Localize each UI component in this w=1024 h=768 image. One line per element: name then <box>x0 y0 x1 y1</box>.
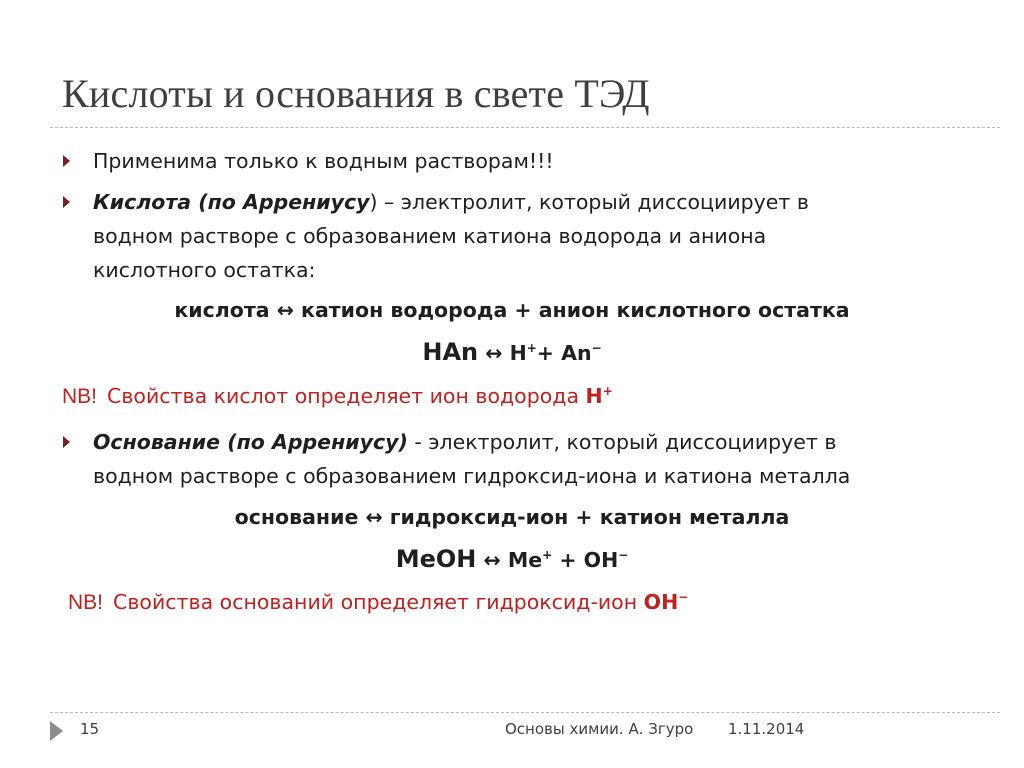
hydroxide-ion: + OH <box>552 548 619 572</box>
bullet-acid-definition <box>93 185 973 287</box>
arrow: ↔ <box>476 548 508 572</box>
charge: + <box>542 548 553 562</box>
anion: + An <box>536 341 592 365</box>
acid-term: Кислота (по Аррениусу <box>93 190 370 214</box>
base-formula: MeOH <box>395 545 477 573</box>
nb-ion: OH <box>643 590 679 614</box>
nb-ion: H <box>585 384 603 408</box>
nb-mark: NB! <box>68 591 104 614</box>
bullet-text: Применима только к водным растворам!!! <box>93 149 554 173</box>
bullet-base-definition <box>93 425 973 493</box>
charge: − <box>678 590 689 604</box>
metal-ion: Me <box>507 548 543 572</box>
bullet-aqueous-only <box>93 144 973 178</box>
charge: − <box>618 548 629 562</box>
base-def-line1: - электролит, который диссоциирует в <box>407 430 837 454</box>
nb-mark: NB! <box>62 385 98 408</box>
base-equation-formula <box>0 545 1024 573</box>
bullet-marker <box>63 436 70 448</box>
arrow: ↔ <box>478 341 510 365</box>
acid-equation-words: кислота ↔ катион водорода + анион кислотного остатка <box>174 298 850 322</box>
charge: + <box>526 341 537 355</box>
base-equation-words: основание ↔ гидроксид-ион + катион металла <box>234 505 790 529</box>
footer-date: 1.11.2014 <box>728 720 805 738</box>
charge: + <box>602 384 613 398</box>
page-number: 15 <box>80 720 100 738</box>
acid-formula: HAn <box>422 338 479 366</box>
acid-equation-formula <box>0 338 1024 366</box>
nb-text: Свойства оснований определяет гидроксид-ион <box>113 590 644 614</box>
acid-def-line1: ) – электролит, который диссоциирует в <box>369 190 809 214</box>
hydrogen-ion: H <box>509 341 527 365</box>
footer-course-author: Основы химии. А. Згуро <box>505 720 694 738</box>
charge: − <box>591 341 602 355</box>
next-slide-icon[interactable] <box>50 721 63 741</box>
nb-text: Свойства кислот определяет ион водорода <box>107 384 586 408</box>
bullet-marker <box>63 155 70 167</box>
nb-note-acid <box>62 384 613 409</box>
base-def-line2: водном растворе с образованием гидроксид-иона и катиона металла <box>93 464 851 488</box>
acid-def-line2: водном растворе с образованием катиона водорода и аниона <box>93 224 767 248</box>
slide-title: Кислоты и основания в свете ТЭД <box>62 71 650 116</box>
footer-divider <box>50 712 1000 713</box>
title-divider <box>50 127 1000 128</box>
bullet-marker <box>63 196 70 208</box>
base-term: Основание (по Аррениусу) <box>93 430 408 454</box>
acid-def-line3: кислотного остатка: <box>93 258 316 282</box>
nb-note-base <box>68 590 688 615</box>
